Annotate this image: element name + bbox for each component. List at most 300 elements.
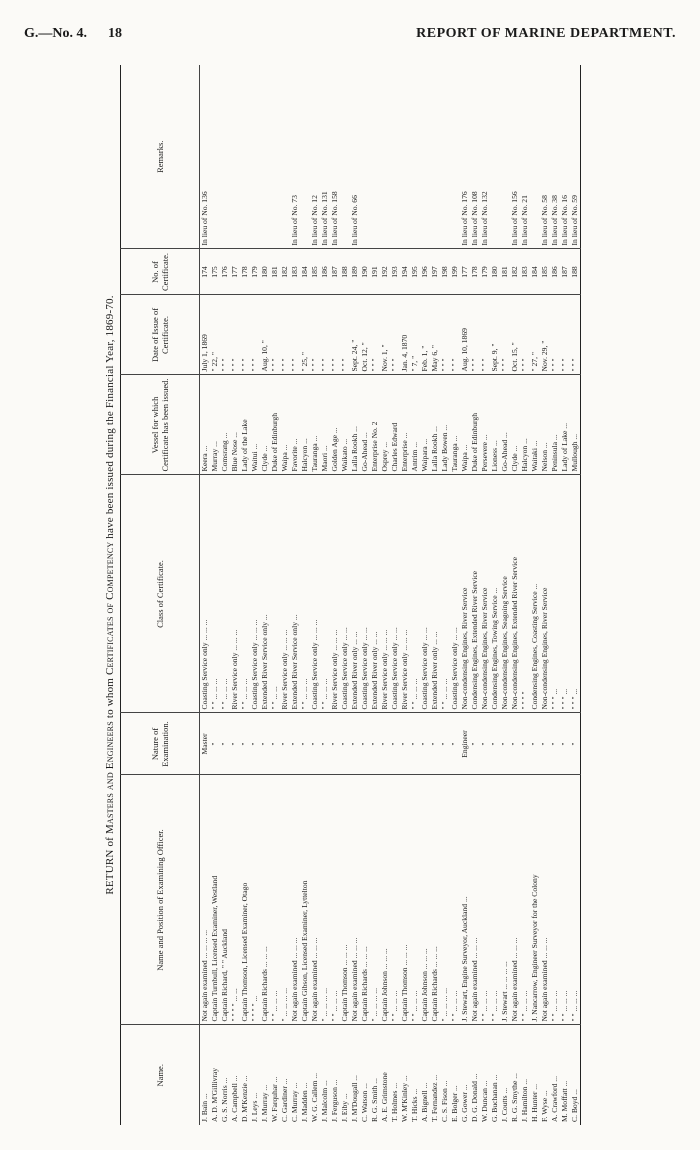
cell-class-of-certificate: River Service only ... ... ... [400,475,410,713]
cell-vessel: Go-Ahead ... [360,375,370,475]
cell-nature-of-examination: Master [200,713,211,775]
cell-nature-of-examination: " [510,713,520,775]
return-title-certs: Certificates of Competency [104,541,116,675]
cell-certificate-number: 183 [520,249,530,295]
cell-date-of-issue: " " " [390,295,400,375]
cell-vessel: Charles Edward [390,375,400,475]
cell-name: F. Wyse ... [540,1090,549,1122]
cell-class-of-certificate: River Service only ... ... ... [280,475,290,713]
cell-name: E. Bolger ... [450,1085,459,1122]
cell-nature-of-examination: Engineer [460,713,470,775]
cell-examining-officer: Not again examined ... ... ... [350,775,360,1025]
cell-remarks: In lieu of No. 59 [570,65,581,249]
cell-certificate-number: 196 [420,249,430,295]
cell-class-of-certificate: Extended River Service only ... [290,475,300,713]
cell-class-of-certificate: Non-condensing Engines, Extended River Service [510,475,520,713]
cell-name: J. Bain ... [200,1093,209,1122]
column-header-vessel: Vessel for which Certificate has been issued. [121,375,200,475]
cell-name: G. S. Norris ... [220,1077,229,1122]
cell-certificate-number: 178 [470,249,480,295]
table-row [490,65,500,1125]
cell-examining-officer: " ... ... ... ... [370,775,380,1025]
cell-date-of-issue: " 25, " [300,295,310,375]
cell-class-of-certificate: River Service only ... ... ... [230,475,240,713]
cell-vessel: Lady Bowen ... [440,375,450,475]
cell-date-of-issue: " " " [230,295,240,375]
cell-vessel: Maori ... [320,375,330,475]
cell-examining-officer: Not again examined ... ... ... ... [200,775,211,1025]
cell-nature-of-examination: " [560,713,570,775]
cell-class-of-certificate: " " ... ... ... [210,475,220,713]
table-row [340,65,350,1125]
cell-name: W. M'Kinley ... [400,1075,409,1122]
cell-remarks: In lieu of No. 12 [310,65,320,249]
table-row [560,65,570,1125]
cell-examining-officer: " " ... ... ... [480,775,490,1025]
cell-class-of-certificate: Coasting Service only ... ... [420,475,430,713]
cell-name: D. G. Donald ... [470,1073,479,1122]
cell-date-of-issue: " " " [270,295,280,375]
cell-vessel: Lalla Rookh ... [430,375,440,475]
cell-examining-officer: " " ... ... ... [450,775,460,1025]
page-number: 18 [108,26,122,41]
cell-certificate-number: 195 [410,249,420,295]
table-row [400,65,410,1125]
cell-certificate-number: 181 [270,249,280,295]
cell-name: J. Leys ... [250,1092,259,1122]
cell-certificate-number: 185 [540,249,550,295]
cell-certificate-number: 177 [230,249,240,295]
cell-name: W. Farquhar ... [270,1076,279,1122]
cell-date-of-issue: " " " [500,295,510,375]
cell-nature-of-examination: " [540,713,550,775]
document-code: G.—No. 4. [24,26,87,41]
cell-nature-of-examination: " [330,713,340,775]
cell-certificate-number: 188 [340,249,350,295]
cell-nature-of-examination: " [250,713,260,775]
table-row [310,65,320,1125]
table-row [210,65,220,1125]
cell-remarks: In lieu of No. 136 [200,65,211,249]
cell-examining-officer: J. Nancarrow, Engineer Surveyor for the Colony [530,775,540,1025]
table-row [220,65,230,1125]
cell-examining-officer: " ... ... ... ... [280,775,290,1025]
cell-date-of-issue: " " " [340,295,350,375]
cell-nature-of-examination: " [230,713,240,775]
cell-remarks: In lieu of No. 176 [460,65,470,249]
cell-name: J. Malcolm ... [320,1080,329,1122]
cell-date-of-issue: Sept. 24, " [350,295,360,375]
cell-examining-officer: " " ... ... ... [490,775,500,1025]
return-title-subject: Masters and Engineers [104,721,116,834]
cell-certificate-number: 194 [400,249,410,295]
table-body [200,65,581,1125]
table-row [430,65,440,1125]
cell-vessel: Halcyon ... [520,375,530,475]
return-title [100,65,120,1125]
cell-certificate-number: 188 [570,249,581,295]
table-row [530,65,540,1125]
cell-nature-of-examination: " [340,713,350,775]
cell-certificate-number: 199 [450,249,460,295]
cell-remarks: In lieu of No. 38 [550,65,560,249]
cell-remarks: In lieu of No. 108 [470,65,480,249]
cell-class-of-certificate: Coasting Service only ... ... [450,475,460,713]
cell-examining-officer: " " ... ... ... [520,775,530,1025]
cell-examining-officer: " ... ... ... ... [440,775,450,1025]
cell-remarks: In lieu of No. 16 [560,65,570,249]
cell-nature-of-examination: " [450,713,460,775]
cell-remarks [240,65,250,249]
cell-date-of-issue: Nov. 1, " [380,295,390,375]
cell-nature-of-examination: " [290,713,300,775]
cell-certificate-number: 180 [490,249,500,295]
cell-name: A. D. M'Gillivray [210,1067,219,1122]
cell-name: J. Coutts ... [500,1087,509,1122]
cell-examining-officer: J. Stewart ... ... ... ... [500,775,510,1025]
cell-date-of-issue: " " " [250,295,260,375]
cell-examining-officer: Captain Richard, " " Auckland [220,775,230,1025]
cell-remarks [300,65,310,249]
cell-nature-of-examination: " [240,713,250,775]
cell-name: G. Buchanan ... [490,1074,499,1122]
cell-class-of-certificate: River Service only ... ... ... [380,475,390,713]
cell-examining-officer: Captain Richards ... ... ... [260,775,270,1025]
cell-class-of-certificate: " " ... ... ... [410,475,420,713]
cell-examining-officer: Captain Richards ... ... ... [430,775,440,1025]
cell-remarks [490,65,500,249]
cell-vessel: Peninsula ... [550,375,560,475]
table-row [240,65,250,1125]
cell-vessel: Clyde ... [260,375,270,475]
cell-nature-of-examination: " [270,713,280,775]
cell-remarks: In lieu of No. 21 [520,65,530,249]
cell-vessel: Favorite ... [290,375,300,475]
cell-date-of-issue: Aug. 10, 1869 [460,295,470,375]
cell-certificate-number: 182 [280,249,290,295]
cell-remarks [390,65,400,249]
cell-date-of-issue: July 1, 1869 [200,295,211,375]
cell-nature-of-examination: " [530,713,540,775]
cell-date-of-issue: " " " [310,295,320,375]
table-row [320,65,330,1125]
cell-nature-of-examination: " [410,713,420,775]
cell-name: M. Moffatt ... [560,1080,569,1122]
cell-date-of-issue: " " " [280,295,290,375]
cell-class-of-certificate: Coasting Service only ... ... [390,475,400,713]
cell-examining-officer: Captain Richards ... ... ... [360,775,370,1025]
cell-class-of-certificate: " " " ... [570,475,581,713]
cell-certificate-number: 186 [550,249,560,295]
table-row [440,65,450,1125]
cell-examining-officer: Captain Johnson ... ... ... [380,775,390,1025]
cell-class-of-certificate: Condensing Engines, Extended River Service [470,475,480,713]
cell-date-of-issue: " 27, " [530,295,540,375]
cell-remarks [410,65,420,249]
cell-class-of-certificate: Non-condensing Engines, Seagoing Service [500,475,510,713]
return-title-mid: to whom [104,677,116,719]
cell-nature-of-examination: " [260,713,270,775]
cell-name: T. Fernandez ... [430,1074,439,1122]
cell-name: C. Watson ... [360,1083,369,1122]
column-header-date-of-issue: Date of Issue of Certificate. [121,295,200,375]
cell-vessel: Lioness ... [490,375,500,475]
cell-certificate-number: 186 [320,249,330,295]
cell-examining-officer: Not again examined ... ... ... [510,775,520,1025]
cell-date-of-issue: " " " [240,295,250,375]
cell-nature-of-examination: " [380,713,390,775]
cell-examining-officer: " ... ... ... ... [320,775,330,1025]
cell-name: H. Hunter ... [530,1084,539,1122]
cell-certificate-number: 184 [530,249,540,295]
cell-vessel: Lalla Rookh ... [350,375,360,475]
cell-class-of-certificate: Coasting Service only ... ... ... [250,475,260,713]
cell-name: C. S. Fison ... [440,1080,449,1122]
cell-examining-officer: " " ... ... ... [270,775,280,1025]
cell-examining-officer: " " ... ... ... [390,775,400,1025]
cell-nature-of-examination: " [370,713,380,775]
cell-certificate-number: 191 [370,249,380,295]
cell-certificate-number: 175 [210,249,220,295]
cell-remarks [450,65,460,249]
cell-vessel: Lady of Lake ... [560,375,570,475]
cell-examining-officer: Captain Thomson ... ... ... [400,775,410,1025]
cell-vessel: Duke of Edinburgh [270,375,280,475]
cell-certificate-number: 177 [460,249,470,295]
table-row [390,65,400,1125]
table-row [380,65,390,1125]
cell-vessel: Go-Ahead ... [500,375,510,475]
cell-remarks [420,65,430,249]
cell-remarks: In lieu of No. 156 [510,65,520,249]
cell-name: J. Eiby ... [340,1093,349,1122]
cell-certificate-number: 179 [250,249,260,295]
table-row [230,65,240,1125]
cell-nature-of-examination: " [550,713,560,775]
table-row [410,65,420,1125]
cell-class-of-certificate: Non-condensing Engines, River Service [540,475,550,713]
cell-date-of-issue: Jan. 4, 1870 [400,295,410,375]
cell-remarks: In lieu of No. 158 [330,65,340,249]
return-title-suffix: have been issued during the Financial Year, 1869-70. [104,295,116,539]
cell-date-of-issue: " " " [550,295,560,375]
cell-name: A. E. Grimstone [380,1072,389,1122]
cell-vessel: Tauranga ... [450,375,460,475]
cell-vessel: Antrim ... [410,375,420,475]
table-row [250,65,260,1125]
cell-certificate-number: 174 [200,249,211,295]
cell-examining-officer: Not again examined ... ... ... [290,775,300,1025]
cell-certificate-number: 198 [440,249,450,295]
cell-remarks [400,65,410,249]
cell-examining-officer: Captain Thomson ... ... ... [340,775,350,1025]
cell-nature-of-examination: " [440,713,450,775]
cell-class-of-certificate: " " ... ... [270,475,280,713]
cell-nature-of-examination: " [350,713,360,775]
cell-name: T. Holmes ... [390,1082,399,1122]
cell-remarks [210,65,220,249]
cell-vessel: Nelson ... [540,375,550,475]
cell-date-of-issue: " 22, " [210,295,220,375]
cell-examining-officer: " " ... ... ... [410,775,420,1025]
cell-name: C. Boyd ... [570,1089,579,1122]
cell-class-of-certificate: Coasting Service only ... ... ... [200,475,211,713]
cell-name: C. Gardiner ... [280,1078,289,1122]
cell-class-of-certificate: Condensing Engines, Coasting Service ... [530,475,540,713]
cell-nature-of-examination: " [320,713,330,775]
cell-date-of-issue: " " " [480,295,490,375]
cell-name: J. Ferguson ... [330,1079,339,1122]
cell-certificate-number: 176 [220,249,230,295]
cell-name: W. Duncan ... [480,1080,489,1122]
cell-vessel: Blue Nose ... [230,375,240,475]
cell-nature-of-examination: " [570,713,581,775]
cell-date-of-issue: " " " [570,295,581,375]
cell-vessel: Halcyon ... [300,375,310,475]
cell-nature-of-examination: " [280,713,290,775]
column-header-certificate-number: No. of Certificate. [121,249,200,295]
cell-nature-of-examination: " [470,713,480,775]
cell-remarks [360,65,370,249]
table-row [550,65,560,1125]
cell-vessel: Persevere ... [480,375,490,475]
cell-class-of-certificate: River Service only ... ... ... [330,475,340,713]
cell-class-of-certificate: " " " ... [550,475,560,713]
table-row [350,65,360,1125]
cell-vessel: Osprey ... [380,375,390,475]
cell-vessel: Clyde ... [510,375,520,475]
cell-name: J. Hamilton ... [520,1078,529,1122]
cell-vessel: Tauranga ... [310,375,320,475]
cell-examining-officer: Not again examined ... ... ... [540,775,550,1025]
table-row [480,65,490,1125]
cell-name: R. G. Smythe ... [510,1073,519,1122]
table-row [450,65,460,1125]
cell-class-of-certificate: " " ... ... ... [300,475,310,713]
cell-date-of-issue: " " " [520,295,530,375]
cell-examining-officer: Not again examined ... ... ... [470,775,480,1025]
cell-examining-officer: Captain Thomson, Licensed Examiner, Otago [240,775,250,1025]
table-row [420,65,430,1125]
cell-examining-officer: Not again examined ... ... ... [310,775,320,1025]
cell-remarks [380,65,390,249]
rotated-return-table [100,65,660,1125]
cell-examining-officer: J. Stewart, Engine Surveyor, Auckland ... [460,775,470,1025]
cell-class-of-certificate: " " ... ... ... [440,475,450,713]
cell-class-of-certificate: " " ... ... ... [220,475,230,713]
cell-vessel: Murray ... [210,375,220,475]
cell-examining-officer: Captain Gibson, Licensed Examiner, Lyttelton [300,775,310,1025]
cell-vessel: Golden Age ... [330,375,340,475]
cell-name: D. M'Kenzie ... [240,1075,249,1122]
cell-class-of-certificate: Coasting Service only ... ... [360,475,370,713]
cell-vessel: Enterprise ... [400,375,410,475]
table-row [570,65,581,1125]
cell-examining-officer: Captain Turnbull, Licensed Examiner, Westland [210,775,220,1025]
cell-class-of-certificate: Extended River only ... ... [370,475,380,713]
table-row [280,65,290,1125]
return-title-prefix: RETURN of [104,836,116,895]
cell-vessel: Lady of the Lake [240,375,250,475]
table-row [360,65,370,1125]
cell-examining-officer: " " ... ... ... [330,775,340,1025]
cell-date-of-issue: May 6, " [430,295,440,375]
cell-remarks: In lieu of No. 58 [540,65,550,249]
cell-certificate-number: 189 [350,249,360,295]
cell-class-of-certificate: Extended River only ... ... [430,475,440,713]
cell-name: T. Hicks ... [410,1088,419,1122]
cell-nature-of-examination: " [390,713,400,775]
cell-name: A. Crawford ... [550,1076,559,1122]
cell-date-of-issue: " " " [290,295,300,375]
cell-examining-officer: " " " " ... ... [230,775,240,1025]
cell-date-of-issue: Feb. 1, " [420,295,430,375]
column-header-remarks: Remarks. [121,65,200,249]
cell-examining-officer: " " ... ... ... [570,775,581,1025]
table-row [330,65,340,1125]
cell-remarks [220,65,230,249]
column-header-class-of-certificate: Class of Certificate. [121,475,200,713]
cell-remarks [270,65,280,249]
cell-date-of-issue: Aug. 10, " [260,295,270,375]
cell-remarks: In lieu of No. 131 [320,65,330,249]
cell-date-of-issue: Oct. 12, " [360,295,370,375]
cell-vessel: Waitui ... [250,375,260,475]
cell-class-of-certificate: Extended River only ... ... [350,475,360,713]
cell-certificate-number: 184 [300,249,310,295]
cell-name: A. Campbell ... [230,1075,239,1122]
cell-vessel: Comsrang ... [220,375,230,475]
cell-nature-of-examination: " [310,713,320,775]
cell-remarks [530,65,540,249]
cell-class-of-certificate: " " " ... [560,475,570,713]
column-header-name: Name. [121,1025,200,1125]
cell-date-of-issue: " " " [440,295,450,375]
cell-remarks: In lieu of No. 66 [350,65,360,249]
cell-name: J. Murray ... [260,1084,269,1122]
cell-nature-of-examination: " [490,713,500,775]
cell-vessel: Waikato ... [340,375,350,475]
cell-name: W. G. Callem ... [310,1072,319,1122]
cell-certificate-number: 192 [380,249,390,295]
cell-date-of-issue: " " " [330,295,340,375]
cell-name: J. M'Dougall ... [350,1075,359,1122]
cell-certificate-number: 190 [360,249,370,295]
cell-class-of-certificate: Non-condensing Engines, River Service [460,475,470,713]
cell-class-of-certificate: Extended River Service only ... [260,475,270,713]
cell-certificate-number: 182 [510,249,520,295]
cell-vessel: Waitaki ... [530,375,540,475]
cell-certificate-number: 180 [260,249,270,295]
cell-nature-of-examination: " [210,713,220,775]
cell-vessel: Enterprise No. 2 [370,375,380,475]
table-row [510,65,520,1125]
cell-remarks [280,65,290,249]
cell-nature-of-examination: " [420,713,430,775]
cell-vessel: Duke of Edinburgh [470,375,480,475]
cell-nature-of-examination: " [360,713,370,775]
cell-remarks [230,65,240,249]
cell-class-of-certificate: Coasting Service only ... ... [340,475,350,713]
cell-vessel: Waipa ... [460,375,470,475]
cell-date-of-issue: " " " [470,295,480,375]
table-row [270,65,280,1125]
cell-remarks [370,65,380,249]
cell-date-of-issue: " " " [560,295,570,375]
cell-examining-officer: " " ... ... ... [550,775,560,1025]
cell-remarks [500,65,510,249]
table-row [260,65,270,1125]
